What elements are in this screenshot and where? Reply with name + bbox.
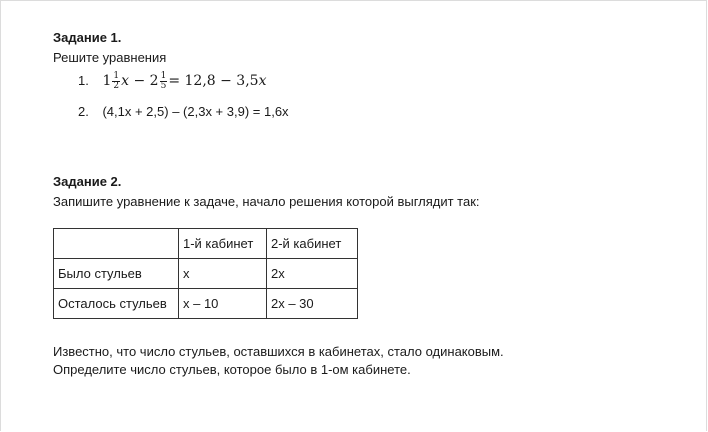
task2-title: Задание 2.: [53, 174, 122, 189]
mixed-number-whole: 1: [102, 73, 112, 89]
table-cell: 2x: [267, 259, 358, 289]
task1-title: Задание 1.: [53, 30, 122, 45]
minus-sign: −: [133, 73, 146, 89]
table-cell: x: [179, 259, 267, 289]
table-header-row: [54, 229, 358, 259]
table-header-cell: 2-й кабинет: [267, 229, 358, 259]
chairs-table: [53, 228, 358, 319]
task2-note-line1: Известно, что число стульев, оставшихся в кабинетах, стало одинаковым.: [53, 344, 504, 359]
equation-1-rhs: = 12,8 − 3,5: [168, 73, 259, 89]
table-row: [54, 259, 358, 289]
task1-instruction: Решите уравнения: [53, 50, 167, 65]
table-cell: Было стульев: [54, 259, 179, 289]
equation-2-expression: (4,1x + 2,5) – (2,3x + 3,9) = 1,6x: [102, 104, 289, 119]
equation-1: [78, 70, 266, 92]
fraction-one-half: $\frac{1}{2}$: [113, 70, 120, 91]
table-cell: Осталось стульев: [54, 289, 179, 319]
task2-note-line2: Определите число стульев, которое было в 1-ом кабинете.: [53, 362, 411, 377]
table-header-cell: 1-й кабинет: [179, 229, 267, 259]
equation-2: [78, 104, 289, 120]
variable-x: x: [258, 73, 267, 89]
table-row: [54, 289, 358, 319]
table-header-cell: [54, 229, 179, 259]
variable-x: x: [121, 73, 130, 89]
fraction-one-fifth: $\frac{1}{5}$: [160, 70, 167, 91]
task2-instruction: Запишите уравнение к задаче, начало решения которой выглядит так:: [53, 194, 480, 209]
mixed-number-whole: 2: [149, 73, 159, 89]
table-cell: 2x – 30: [267, 289, 358, 319]
table-cell: x – 10: [179, 289, 267, 319]
equation-1-number: 1.: [78, 73, 89, 88]
equation-2-number: 2.: [78, 104, 89, 119]
equation-1-expression: [102, 70, 267, 91]
